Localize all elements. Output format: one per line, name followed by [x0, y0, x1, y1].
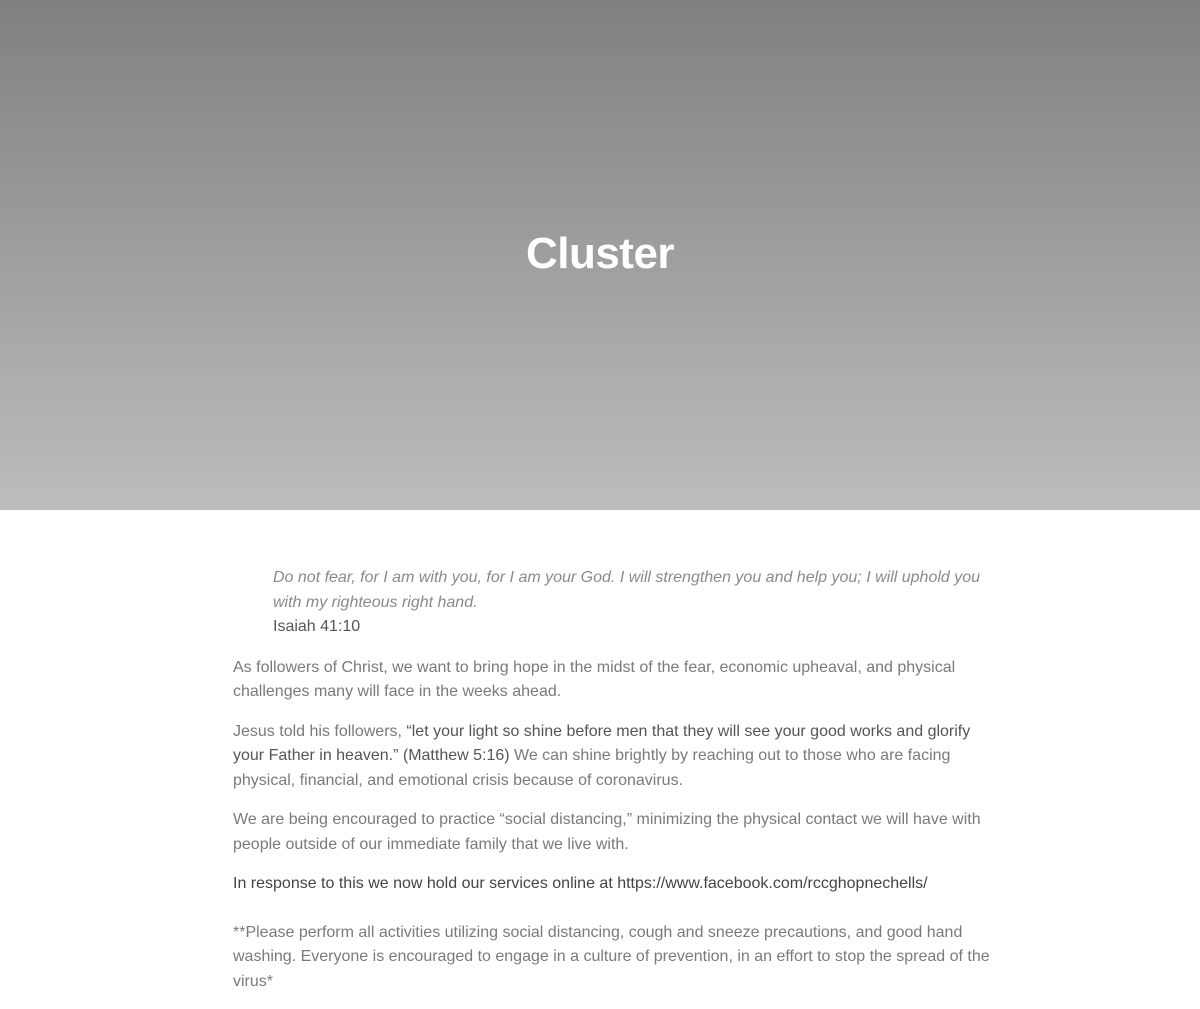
paragraph-hope: As followers of Christ, we want to bring hope in the midst of the fear, economic upheaval, and physical challenges many will face in the weeks ahead. — [233, 658, 956, 700]
article-content — [233, 566, 993, 1009]
quote-citation: Isaiah 41:10 — [273, 618, 361, 635]
scripture-quote — [273, 566, 993, 640]
quote-text: Do not fear, for I am with you, for I am your God. I will strengthen you and help you; I will uphold you with my righteous right hand. — [273, 569, 981, 611]
paragraph-light-intro: Jesus told his followers, — [233, 722, 407, 740]
paragraph-precautions: **Please perform all activities utilizing social distancing, cough and sneeze precautions, and good hand washing. Everyone is encouraged to engage in a culture of prevention, in an effort to stop the spread of the virus* — [233, 923, 990, 990]
paragraph-light-emphasis: “let your light so shine before men that they will see your good works and glorify your Father in heaven.” (Matthew 5:16) — [233, 722, 971, 764]
paragraph-light-rest: We can shine brightly by reaching out to those who are facing physical, financial, and emotional crisis because of coronavirus. — [233, 747, 951, 789]
paragraph-light — [233, 720, 993, 794]
paragraph-online-services: In response to this we now hold our services online at https://www.facebook.com/rccghopnechells/ — [233, 875, 928, 892]
paragraph-social-distancing: We are being encouraged to practice “social distancing,” minimizing the physical contact we will have with people outside of our immediate family that we live with. — [233, 811, 981, 853]
page-title: Cluster — [525, 229, 675, 278]
